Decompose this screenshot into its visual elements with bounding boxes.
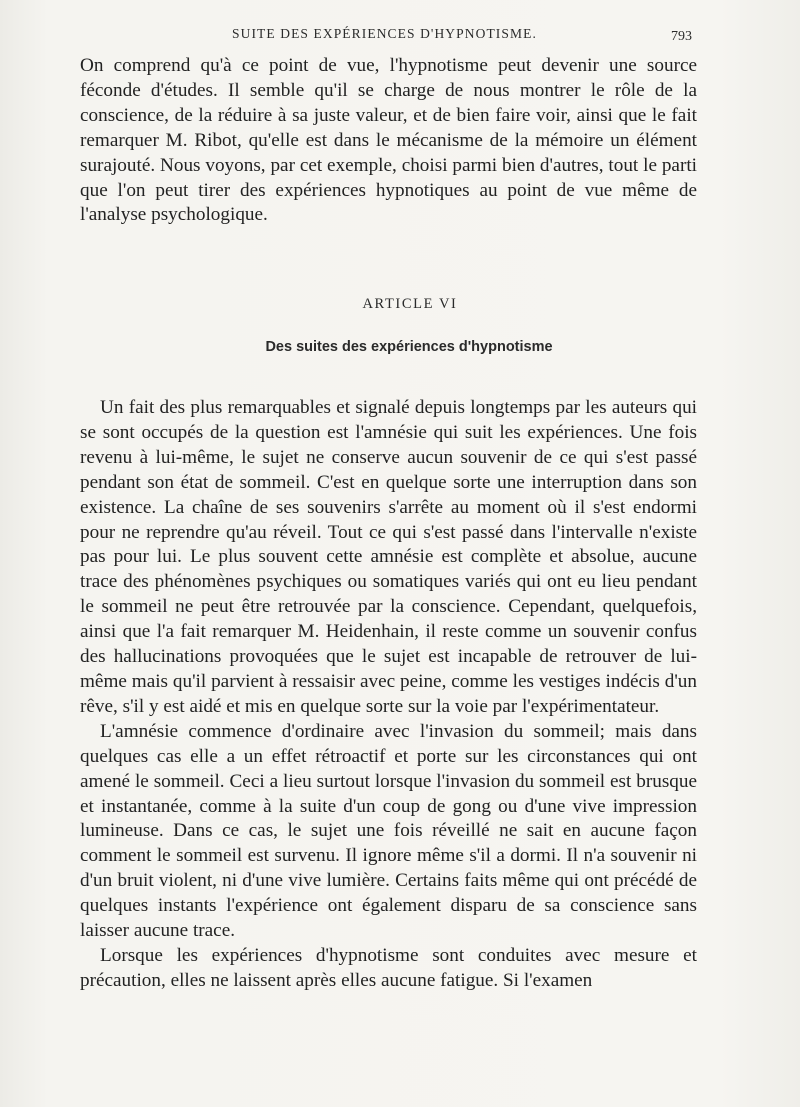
page-number: 793 bbox=[671, 29, 692, 44]
running-head: SUITE DES EXPÉRIENCES D'HYPNOTISME. bbox=[232, 26, 537, 41]
article-subtitle: Des suites des expériences d'hypnotisme bbox=[265, 339, 553, 355]
paragraph-1: On comprend qu'à ce point de vue, l'hypnotisme peut devenir une source féconde d'études. Il semble qu'il se charge de nous montrer le rôle de la conscience, de la réduire à sa juste valeur, et de bien faire voir, ainsi que le fait remarquer M. Ribot, qu'elle est dans le mécanisme de la mémoire un élément surajouté. Nous voyons, par cet exemple, choisi parmi bien d'autres, tout le parti que l'on peut tirer des expériences hypnotiques au point de vue même de l'analyse psychologique. bbox=[80, 55, 697, 226]
paragraph-3: L'amnésie commence d'ordinaire avec l'invasion du sommeil; mais dans quelques cas elle a un effet rétroactif et porte sur les circonstances qui ont amené le sommeil. Ceci a lieu surtout lorsque l'invasion du sommeil est brusque et instantanée, comme à la suite d'un coup de gong ou d'une vive impression lumineuse. Dans ce cas, le sujet une fois réveillé ne sait en aucune façon comment le sommeil est survenu. Il ignore même s'il a dormi. Il n'a souvenir ni d'un bruit violent, ni d'une vive lumière. Certains faits même qui ont précédé de quelques instants l'expérience ont également disparu de sa conscience sans laisser aucune trace. bbox=[80, 720, 697, 942]
paragraph-4: Lorsque les expériences d'hypnotisme sont conduites avec mesure et précaution, elles ne laissent après elles aucune fatigue. Si l'examen bbox=[80, 944, 697, 991]
text-block-main bbox=[80, 396, 697, 994]
text-block-top bbox=[80, 54, 697, 228]
article-heading: ARTICLE VI bbox=[362, 296, 458, 312]
paragraph-2: Un fait des plus remarquables et signalé depuis longtemps par les auteurs qui se sont occupés de la question est l'amnésie qui suit les expériences. Une fois revenu à lui-même, le sujet ne conserve aucun souvenir de ce qui s'est passé pendant son état de sommeil. C'est en quelque sorte une interruption dans son existence. La chaîne de ses souvenirs s'arrête au moment où il s'est endormi pour ne reprendre qu'au réveil. Tout ce qui s'est passé dans l'intervalle n'existe pas pour lui. Le plus souvent cette amnésie est complète et absolue, aucune trace des phénomènes psychiques ou somatiques variés qui ont eu lieu pendant le sommeil ne peut être retrouvée par la conscience. Cependant, quelquefois, ainsi que l'a fait remarquer M. Heidenhain, il reste comme un souvenir confus des hallucinations provoquées que le sujet est incapable de retrouver de lui-même mais qu'il parvient à ressaisir avec peine, comme les vestiges indécis d'un rêve, s'il y est aidé et mis en quelque sorte sur la voie par l'expérimentateur. bbox=[80, 397, 697, 717]
